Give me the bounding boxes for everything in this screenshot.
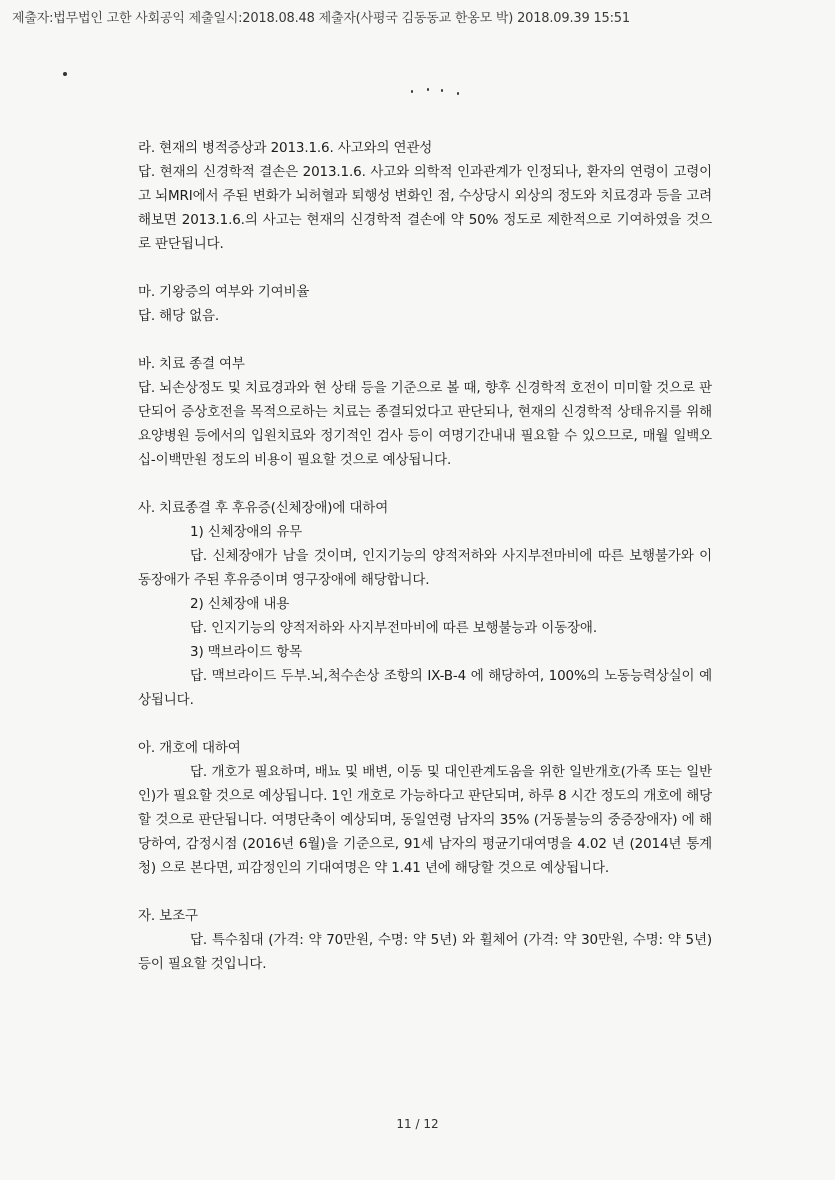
page-number: 11 / 12: [396, 1117, 439, 1131]
scan-speck: [457, 92, 459, 95]
section-heading-ja: 자. 보조구: [138, 908, 198, 924]
spacer: [138, 712, 712, 736]
section-heading-a: 아. 개호에 대하여: [138, 740, 241, 756]
scan-speck: [63, 72, 67, 76]
section-answer-ba: 답. 뇌손상정도 및 치료경과와 현 상태 등을 기준으로 볼 때, 향후 신경학적 호전이 미미할 것으로 판단되어 증상호전을 목적으로하는 치료는 종결되었다고 판단되나, 현재의 신경학적 상태유지를 위해 요양병원 등에서의 입원치료와 정기적인 검사 등이 여명기간내내 필요할 수 있으므로, 매월 일백오십-이백만원 정도의 비용이 필요할 것으로 예상됩니다.: [138, 380, 712, 468]
section-heading-ma: 마. 기왕증의 여부와 기여비율: [138, 284, 310, 300]
section-heading-sa: 사. 치료종결 후 후유증(신체장애)에 대하여: [138, 500, 389, 516]
subsection-answer: 답. 신체장애가 남을 것이며, 인지기능의 양적저하와 사지부전마비에 따른 보행불가와 이동장애가 주된 후유증이며 영구장애에 해당합니다.: [138, 548, 712, 588]
scan-speck: [441, 89, 443, 92]
subsection-title: 1) 신체장애의 유무: [190, 524, 303, 540]
scan-speck: [411, 90, 413, 93]
fax-header: 제출자:법무법인 고한 사회공익 제출일시:2018.08.48 제출자(사평국 김동동교 한옹모 박) 2018.09.39 15:51: [12, 11, 630, 26]
section-heading-ba: 바. 치료 종결 여부: [138, 356, 245, 372]
spacer: [138, 328, 712, 352]
section-answer-ma: 답. 해당 없음.: [138, 308, 220, 324]
subsection-title: 2) 신체장애 내용: [190, 596, 290, 612]
section-answer-a: 답. 개호가 필요하며, 배뇨 및 배변, 이동 및 대인관계도움을 위한 일반개호(가족 또는 일반인)가 필요할 것으로 예상됩니다. 1인 개호로 가능하다고 판단되며, 하루 8 시간 정도의 개호에 해당할 것으로 판단됩니다. 여명단축이 예상되며, 동일연령 남자의 35% (거동불능의 중증장애자) 에 해당하여, 감정시점 (2016년 6월)을 기준으로, 91세 남자의 평균기대여명을 4.02 년 (2014년 통계청) 으로 본다면, 피감정인의 기대여명은 약 1.41 년에 해당할 것으로 예상됩니다.: [138, 764, 712, 876]
section-heading-ra: 라. 현재의 병적증상과 2013.1.6. 사고와의 연관성: [138, 140, 433, 156]
spacer: [138, 256, 712, 280]
spacer: [138, 880, 712, 904]
section-answer-ra: 답. 현재의 신경학적 결손은 2013.1.6. 사고와 의학적 인과관계가 인정되나, 환자의 연령이 고령이고 뇌MRI에서 주된 변화가 뇌허혈과 퇴행성 변화인 점, 수상당시 외상의 정도와 치료경과 등을 고려해보면 2013.1.6.의 사고는 현재의 신경학적 결손에 약 50% 정도로 제한적으로 기여하였을 것으로 판단됩니다.: [138, 164, 712, 252]
subsection-title: 3) 맥브라이드 항목: [190, 644, 303, 660]
scan-speck: [427, 88, 429, 91]
document-body: [138, 136, 712, 976]
subsection-answer: 답. 맥브라이드 두부.뇌,척수손상 조항의 IX-B-4 에 해당하여, 100%의 노동능력상실이 예상됩니다.: [138, 668, 712, 708]
subsection-answer: 답. 인지기능의 양적저하와 사지부전마비에 따른 보행불능과 이동장애.: [190, 620, 597, 636]
spacer: [138, 472, 712, 496]
section-answer-ja: 답. 특수침대 (가격: 약 70만원, 수명: 약 5년) 와 휠체어 (가격: 약 30만원, 수명: 약 5년) 등이 필요할 것입니다.: [138, 932, 712, 972]
